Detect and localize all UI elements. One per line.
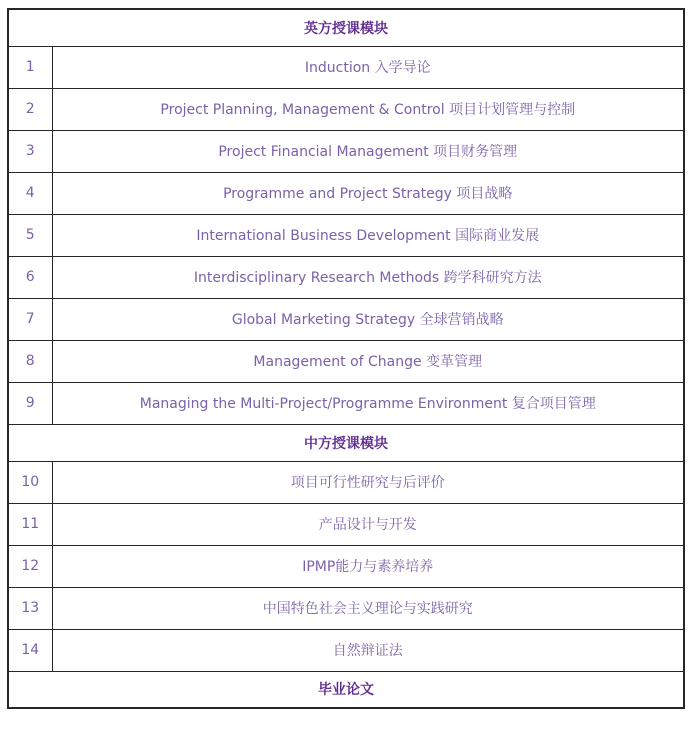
row-number-cell: 11: [8, 503, 52, 545]
course-name-cell: Project Planning, Management & Control 项目计划管理与控制: [52, 88, 684, 130]
course-name-cell: Managing the Multi-Project/Programme Environment 复合项目管理: [52, 382, 684, 424]
section-header-row: [8, 424, 684, 461]
course-row: [8, 382, 684, 424]
course-name-cell: Global Marketing Strategy 全球营销战略: [52, 298, 684, 340]
section-header-uk-modules: 英方授课模块: [8, 9, 684, 46]
course-row: [8, 587, 684, 629]
course-row: [8, 461, 684, 503]
course-name-cell: Interdisciplinary Research Methods 跨学科研究方法: [52, 256, 684, 298]
course-row: [8, 503, 684, 545]
course-name-cell: 自然辩证法: [52, 629, 684, 671]
course-row: [8, 545, 684, 587]
course-row: [8, 172, 684, 214]
row-number-cell: 5: [8, 214, 52, 256]
row-number-cell: 10: [8, 461, 52, 503]
course-row: [8, 88, 684, 130]
course-row: [8, 629, 684, 671]
row-number-cell: 2: [8, 88, 52, 130]
course-name-cell: 中国特色社会主义理论与实践研究: [52, 587, 684, 629]
course-name-cell: Programme and Project Strategy 项目战略: [52, 172, 684, 214]
course-row: [8, 214, 684, 256]
row-number-cell: 14: [8, 629, 52, 671]
section-header-row: [8, 9, 684, 46]
section-header-cn-modules: 中方授课模块: [8, 424, 684, 461]
row-number-cell: 1: [8, 46, 52, 88]
course-modules-table: [7, 8, 685, 709]
course-row: [8, 130, 684, 172]
section-header-row: [8, 671, 684, 708]
row-number-cell: 7: [8, 298, 52, 340]
course-name-cell: 项目可行性研究与后评价: [52, 461, 684, 503]
row-number-cell: 4: [8, 172, 52, 214]
course-row: [8, 340, 684, 382]
row-number-cell: 13: [8, 587, 52, 629]
row-number-cell: 12: [8, 545, 52, 587]
course-name-cell: Project Financial Management 项目财务管理: [52, 130, 684, 172]
course-row: [8, 256, 684, 298]
course-name-cell: IPMP能力与素养培养: [52, 545, 684, 587]
row-number-cell: 3: [8, 130, 52, 172]
row-number-cell: 9: [8, 382, 52, 424]
row-number-cell: 8: [8, 340, 52, 382]
course-name-cell: Management of Change 变革管理: [52, 340, 684, 382]
row-number-cell: 6: [8, 256, 52, 298]
course-name-cell: 产品设计与开发: [52, 503, 684, 545]
course-row: [8, 298, 684, 340]
course-name-cell: International Business Development 国际商业发展: [52, 214, 684, 256]
course-row: [8, 46, 684, 88]
section-header-thesis: 毕业论文: [8, 671, 684, 708]
course-name-cell: Induction 入学导论: [52, 46, 684, 88]
